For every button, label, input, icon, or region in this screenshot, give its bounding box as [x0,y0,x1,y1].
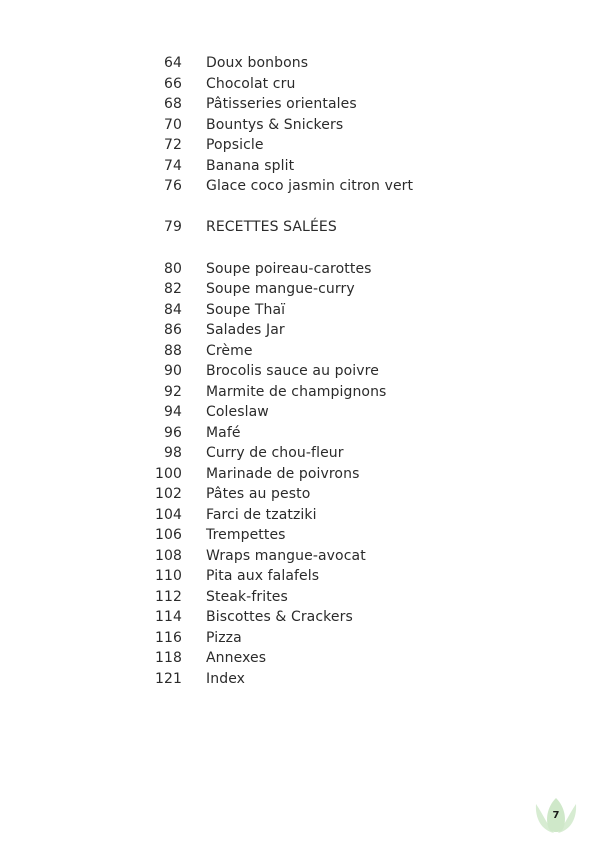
toc-page-number: 86 [163,322,182,338]
toc-entry[interactable] [0,464,600,484]
toc-title: Crème [206,342,253,359]
toc-page-number: 88 [163,342,182,359]
toc-title: Coleslaw [206,404,269,420]
toc-entry[interactable] [0,669,600,689]
toc-page-number: 74 [163,157,182,174]
toc-entry[interactable] [0,566,600,586]
toc-title: Chocolat cru [206,75,296,92]
toc-title: Soupe mangue-curry [206,281,355,297]
toc-entry[interactable] [0,74,600,94]
toc-page-number: 82 [163,281,182,297]
toc-title: Index [206,670,246,687]
toc-page-number: 76 [163,178,182,194]
toc-entry[interactable] [0,648,600,668]
toc-entry[interactable] [0,361,600,381]
toc-page-number: 96 [163,424,182,441]
toc-title: Biscottes & Crackers [206,609,353,625]
toc-entry[interactable] [0,525,600,545]
toc-page-number: 92 [163,383,182,400]
toc-title: Soupe Thaï [206,301,286,318]
toc-entry[interactable] [0,259,600,279]
toc-title: Banana split [206,157,295,174]
toc-page-number: 90 [163,363,182,379]
toc-page-number: 104 [154,506,182,523]
toc-page-number: 70 [163,116,182,133]
toc-entry[interactable] [0,443,600,463]
page-number: 7 [552,810,560,821]
toc-title: Pizza [206,629,242,646]
toc-entry[interactable] [0,628,600,648]
toc-page-number: 80 [163,260,182,277]
toc-title: Mafé [206,424,241,441]
toc-title: Trempettes [206,527,286,543]
toc-title: Curry de chou-fleur [206,445,344,461]
toc-page-number: 114 [154,609,182,625]
toc-entry[interactable] [0,341,600,361]
toc-section-title: RECETTES SALÉES [206,219,337,235]
toc-section-heading[interactable] [0,217,600,237]
toc-title: Pâtes au pesto [206,486,311,502]
toc-title: Pâtisseries orientales [206,96,357,112]
toc-entry[interactable] [0,279,600,299]
toc-page-number: 72 [163,137,182,153]
toc-title: Pita aux falafels [206,568,320,584]
toc-page-number: 102 [154,486,182,502]
toc-title: Marinade de poivrons [206,465,360,482]
toc-title: Doux bonbons [206,55,309,71]
page-number-badge [532,796,580,836]
toc-page-number: 98 [163,445,182,461]
toc-entry[interactable] [0,382,600,402]
toc-title: Farci de tzatziki [206,506,317,523]
toc-entry[interactable] [0,423,600,443]
toc-entry[interactable] [0,320,600,340]
toc-entry[interactable] [0,546,600,566]
toc-title: Bountys & Snickers [206,116,344,133]
toc-page-number: 106 [154,527,182,543]
toc-page-number: 84 [163,301,182,318]
toc-title: Steak-frites [206,588,288,605]
toc-page-number: 66 [163,75,182,92]
toc-page-number: 100 [154,465,182,482]
toc-page-number: 121 [154,670,182,687]
toc-page-number: 68 [163,96,182,112]
toc-entry[interactable] [0,300,600,320]
toc-entry[interactable] [0,156,600,176]
toc-page-number: 79 [163,219,182,235]
toc-title: Glace coco jasmin citron vert [206,178,414,194]
toc-title: Salades Jar [206,322,285,338]
toc-title: Brocolis sauce au poivre [206,363,379,379]
toc-entry[interactable] [0,94,600,114]
toc-page-number: 118 [154,650,182,666]
toc-entry[interactable] [0,115,600,135]
toc-page-number: 112 [154,588,182,605]
toc-title: Soupe poireau-carottes [206,260,372,277]
toc-entry[interactable] [0,607,600,627]
toc-entry[interactable] [0,135,600,155]
toc-title: Popsicle [206,137,264,153]
toc-entry[interactable] [0,53,600,73]
toc-entry[interactable] [0,505,600,525]
toc-title: Wraps mangue-avocat [206,547,366,564]
toc-entry[interactable] [0,176,600,196]
toc-entry[interactable] [0,402,600,422]
toc-entry[interactable] [0,587,600,607]
toc-title: Annexes [206,650,267,666]
toc-page-number: 110 [154,568,182,584]
toc-page-number: 116 [154,629,182,646]
toc-page-number: 94 [163,404,182,420]
toc-title: Marmite de champignons [206,383,387,400]
toc-page-number: 108 [154,547,182,564]
toc-entry[interactable] [0,484,600,504]
toc-page-number: 64 [163,55,182,71]
